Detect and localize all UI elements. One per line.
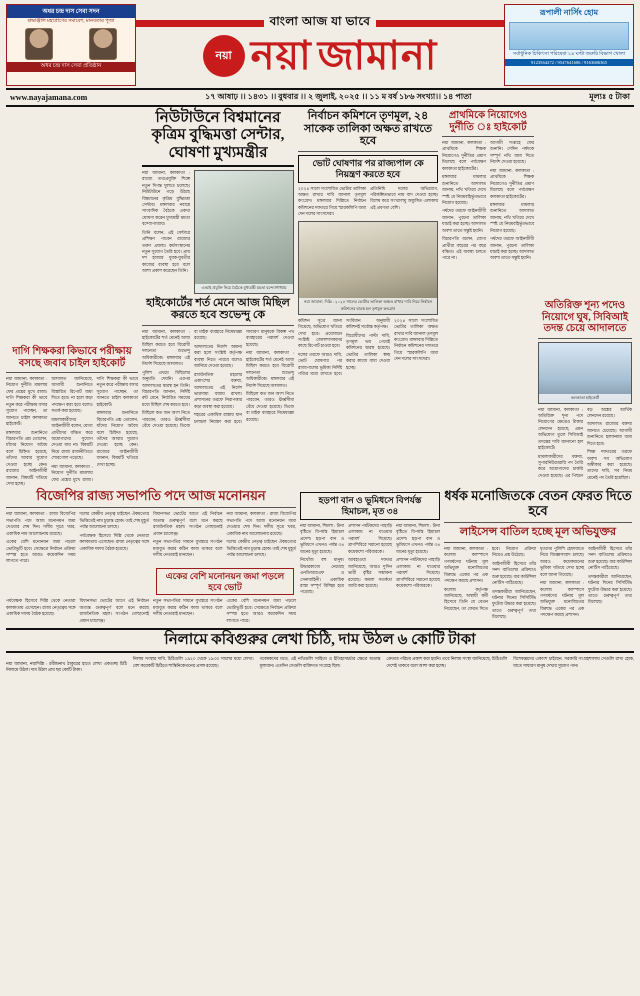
- column-3: [298, 110, 438, 487]
- paragraph: মিছিলে কত জন অংশ নিতে পারবেন, তারও ঊর্ধ্বসীমা বেঁধে দেওয়া হয়েছে। ডিজে বা মাইক ব্যবহারে নিষেধাজ্ঞা রয়েছে।: [142, 329, 242, 429]
- tagline-rule-left: [136, 20, 264, 27]
- ad-left-portraits: [7, 26, 135, 62]
- paper-title-red: নয়া: [250, 33, 312, 78]
- paragraph: মিছিলে কত জন অংশ নিতে পারবেন, তারও ঊর্ধ্বসীমা বেঁধে দেওয়া হয়েছে। ডিজে বা মাইক ব্যবহারে নিষেধাজ্ঞা রয়েছে।: [246, 390, 294, 422]
- col4-headline[interactable]: প্রাথমিকে নিয়োগেও দুর্নীতি ঃ হাইকোর্ট: [448, 110, 528, 133]
- paragraph: ২০২৪ সালে সংশোধিত ভোটার তালিকা অক্ষত রাখার দাবি জানাল তৃণমূল কংগ্রেস। মঙ্গলবার দিল্লিতে নির্বাচন কমিশনের দফতরে গিয়ে স্মারকলিপি জমা দেন দলের সাংসদেরা।: [298, 185, 366, 217]
- issue-date-line: ১৭ আষাঢ় ।। ১৪৩১ ।। বুধবার ।। ২ জুলাই, ২০২৫ ।। ১১ ম বর্ষ ১৮৬ সংখ্যা।। ১৪ পাতা: [205, 92, 472, 101]
- masthead: [0, 0, 640, 86]
- ad-left-subtitle: শ্রদ্ধাঞ্জলি মহাপ্রাণের সমাবেশ, মানবতার পূজা: [27, 19, 115, 24]
- divider: [142, 165, 294, 167]
- paragraph: আদালতের নির্দেশ অমান্য করা হলে সংশ্লিষ্ট কর্তৃপক্ষ ব্যবস্থা নিতে পারবে বলেও জানিয়ে দেওয়া হয়েছে।: [194, 343, 242, 369]
- himalaya-headline[interactable]: হড়পা বান ও ভূমিধসে বিপর্যস্ত হিমাচল, মৃত ৩৪: [300, 492, 440, 520]
- divider: [6, 507, 296, 508]
- logo-row: [203, 35, 438, 77]
- ad-right-phone: 9123564272 / 9547641606 / 9163686365: [505, 59, 633, 66]
- col3-headline[interactable]: নির্বাচন কমিশনে তৃণমূল, ২৪ সাকেক তালিকা অক্ষত রাখতে হবে: [303, 110, 433, 148]
- advertisement-left[interactable]: [6, 4, 136, 86]
- paper-emblem-icon: নয়া: [203, 35, 245, 77]
- col3-box-headline[interactable]: ভোট ঘোষণার পর রাজ্যপাল কে নিয়ন্ত্রণ করতে হবে: [298, 155, 438, 183]
- paragraph: শিক্ষা দফতরের তরফে অবশ্য সব অভিযোগ অস্বীকার করা হয়েছে। তাদের দাবি, সব নিয়ম মেনেই পদ তৈরি হয়েছিল।: [587, 449, 632, 480]
- paragraph: নতুন সভাপতির সামনে বুথস্তরে সংগঠন মজবুত করার কঠিন কাজ থাকবে বলে দলীয় নেতারাই মানছেন।: [153, 598, 223, 617]
- divider: [444, 542, 632, 543]
- bjp-body: [6, 511, 296, 565]
- paragraph: আইনজীবী হিসেবে তাঁর সনদ বাতিলের প্রক্রিয়াও শুরু হয়েছে। বার কাউন্সিল নোটিস পাঠিয়েছে।: [492, 560, 537, 586]
- paragraph: মঙ্গলবার মামলার শুনানিতে আদালত জানায়, নথি খতিয়ে দেখে স্পষ্ট যে নিয়মবহির্ভূতভাবে নিয়োগ হয়েছে।: [442, 174, 486, 205]
- website-url[interactable]: www.nayajamana.com: [10, 93, 88, 102]
- paragraph: বিধানসভা ভোটের আগে এই নির্বাচন অত্যন্ত গুরুত্বপূর্ণ বলে মনে করছে রাজনৈতিক মহল। সংগঠন গোছানোই প্রধান চ্যালেঞ্জ।: [79, 598, 149, 623]
- divider: [142, 325, 294, 326]
- paragraph: বিশেষজ্ঞদের একাংশ চাইছেন, সরকারি সংগ্রহশালায় সেগুলি রাখা হোক, যাতে সাধারণ মানুষ দেখার সুযোগ পান।: [513, 656, 634, 668]
- col1-headline-line[interactable]: দাগি শিক্ষকরা কিভাবে পরীক্ষায় বসছে জবাব চাইল হাইকোর্ট: [12, 346, 132, 369]
- paragraph: নয়া জামানা, কলকাতা : অতিরিক্ত শূন্য পদে নিয়োগের ক্ষেত্রেও টাকার লেনদেন হয়েছে, এমন অভিযোগ তুলে সিবিআই তদন্তের দাবি জানানো হল হাইকোর্টে।: [538, 406, 583, 451]
- paragraph: পুলিশ প্রথমে মিছিলের অনুমতি দেয়নি। এরপর আদালতের দ্বারস্থ হন তিনি। বিচারপতি জানান, নির্দিষ্ট রুট মেনে, নির্ধারিত সময়ের মধ্যে মিছিল শেষ করতে হবে।: [142, 369, 190, 407]
- paragraph: নয়া জামানা, শিমলা : টানা বৃষ্টিতে বিপর্যস্ত হিমাচল প্রদেশ। হড়পা বান ও ভূমিধসে এখনও পর্যন্ত ৩৪ জনের মৃত্যু হয়েছে।: [300, 523, 344, 554]
- paragraph: নয়া জামানা, কলকাতা : রাজ্য বিজেপির সভাপতি পদে আজ মনোনয়ন জমা দেওয়ার শেষ দিন। দলীয় সূত্রে খবর, একাধিক নাম আলোচনায় রয়েছে।: [226, 511, 296, 536]
- paragraph: আদালত জানিয়েছে, আগামী শুনানিতে বিস্তারিত রিপোর্ট জমা দিতে হবে। না হলে কড়া পদক্ষেপ করা হবে বলেও সতর্ক করা হয়েছে।: [51, 376, 93, 414]
- advertisement-right[interactable]: [504, 4, 634, 86]
- paragraph: নয়া জামানা, কলকাতা : প্রাথমিকে শিক্ষক নিয়োগেও দুর্নীতির প্রমাণ মিলেছে বলে পর্যবেক্ষণ কলকাতা হাইকোর্টের।: [442, 140, 486, 171]
- ad-right-image: [509, 22, 629, 50]
- lead-photo: [194, 170, 294, 294]
- bottom-headline[interactable]: নিলামে কবিগুরুর লেখা চিঠি, দাম উঠল ৬ কোটি টাকা: [164, 632, 476, 649]
- col5-photo: [538, 342, 632, 404]
- paragraph: প্রশাসন পর্যটকদের পাহাড়ি এলাকায় না যাওয়ার পরামর্শ দিয়েছে। ত্রাণশিবিরে সরানো হয়েছে কয়েকশো পরিবারকে।: [396, 557, 440, 588]
- paragraph: নয়া জামানা, কলকাতা : হাইকোর্টের শর্ত মেনেই আজ মিছিল করতে হবে বিরোধী দলনেতা শুভেন্দু অধিকারীকে। মঙ্গলবার এই নির্দেশ দিয়েছে আদালত।: [246, 350, 294, 388]
- paragraph: নয়া জামানা, কলকাতা : রাজ্যে তথ্যপ্রযুক্তি শিল্পে নতুন দিগন্ত খুলতে চলেছে। নিউটাউনে গড়ে উঠছে বিশ্বমানের কৃত্রিম বুদ্ধিমত্তা সেন্টার। মঙ্গলবার নবান্নে সাংবাদিক বৈঠকে একথা ঘোষণা করেন মুখ্যমন্ত্রী মমতা বন্দ্যোপাধ্যায়।: [142, 169, 190, 227]
- col3-body-top: [298, 186, 438, 218]
- col5-body: [538, 407, 632, 482]
- paragraph: শহরের একাধিক রাস্তায় যান চলাচল নিয়ন্ত্রণ করা হবে। সাধারণ মানুষকে বিকল্প পথ ব্যবহারের পরামর্শ দেওয়া হয়েছে।: [194, 329, 294, 424]
- ad-right-text: সর্বাধুনিক চিকিৎসা পরিষেবা ২৪ ঘণ্টা জরুরি বিভাগ খোলা: [512, 52, 626, 57]
- paragraph: বিরোধীদের পাল্টা দাবি, তৃণমূল ভয় পেয়েই কমিশনের দ্বারস্থ হয়েছে। ভোটার তালিকা স্বচ্ছ করার কাজে বাধা দেওয়া হচ্ছে।: [346, 332, 390, 370]
- rape-headline[interactable]: ধর্ষক মনোজিতকে বেতন ফেরত দিতে হবে: [444, 488, 632, 519]
- paragraph: দলের কেন্দ্রীয় নেতৃত্ব চাইছেন ঐকমত্যের ভিত্তিতেই নাম চূড়ান্ত হোক। তাই শেষ মুহূর্ত পর্যন্ত আলোচনা চলছে।: [226, 539, 296, 557]
- paragraph: রাজনৈতিক মহলের একাংশের বক্তব্য, আদালতের এই নির্দেশ ভারসাম্য বজায় রাখল। প্রশাসনের তরফে নিরাপত্তার কড়া ব্যবস্থা করা হয়েছে।: [194, 371, 242, 409]
- paragraph: পর্যবেক্ষক হিসেবে দিল্লি থেকে নেতারা কলকাতায় এসেছেন। রাজ্য নেতৃত্বের সঙ্গে একাধিক দফায় বৈঠক হয়েছে।: [79, 532, 149, 551]
- paragraph: গবেষকদের মতে, এই নথিগুলি সাহিত্য ও ইতিহাসচর্চার ক্ষেত্রে অত্যন্ত মূল্যবান। এতদিন সেগুলি ব্যক্তিগত সংগ্রহে ছিল।: [259, 656, 381, 668]
- col1-body: [6, 376, 138, 487]
- divider: [442, 136, 534, 137]
- paragraph: নয়া জামানা, কলকাতা : প্রাথমিকে শিক্ষক নিয়োগেও দুর্নীতির প্রমাণ মিলেছে বলে পর্যবেক্ষণ কলকাতা হাইকোর্টের।: [490, 167, 534, 199]
- paragraph: মঙ্গলবার শুনানিতে বিচারপতি প্রশ্ন তোলেন, যাঁদের নিয়োগ অবৈধ বলে চিহ্নিত হয়েছে, তাঁদের আবার সুযোগ দেওয়া হচ্ছে কেন। রাজ্যের আইনজীবী জানান, বিষয়টি খতিয়ে দেখা হচ্ছে।: [6, 429, 48, 486]
- column-1: [6, 110, 138, 487]
- portrait-icon: [89, 28, 117, 60]
- paragraph: একের বেশি মনোনয়ন জমা পড়লে ভোটাভুটি হবে। সেক্ষেত্রে নির্বাচন প্রক্রিয়া সম্পন্ন হতে আরও কয়েকদিন সময় লাগতে পারে।: [226, 598, 296, 623]
- paragraph: নয়া জামানা, শিমলা : টানা বৃষ্টিতে বিপর্যস্ত হিমাচল প্রদেশ। হড়পা বান ও ভূমিধসে এখনও পর্যন্ত ৩৪ জনের মৃত্যু হয়েছে।: [396, 523, 440, 554]
- paragraph: কমিশন সূত্রে জানা গিয়েছে, অভিযোগ খতিয়ে দেখা হবে। প্রয়োজনে সংশ্লিষ্ট জেলাশাসকদের কাছে রিপোর্ট চাওয়া হবে।: [298, 317, 342, 349]
- paragraph: কলেজ কর্তৃপক্ষ জানিয়েছে, অস্থায়ী কর্মী হিসেবে তিনি যে বেতন নিয়েছেন, তা ফেরত দিতে হবে। নিয়োগ প্রক্রিয়া নিয়েও প্রশ্ন উঠেছে।: [444, 545, 536, 611]
- main-content: [0, 107, 640, 487]
- ad-left-footer: অধর চন্দ্র দাস সেবা প্রতিষ্ঠান: [7, 62, 135, 72]
- paragraph: তদন্তকারীরা জানিয়েছেন, ঘটনার দিনের সিসিটিভি ফুটেজ উদ্ধার করা হয়েছে। তাতে গুরুত্বপূর্ণ তথ্য মিলেছে।: [492, 588, 536, 620]
- lead-split: [142, 170, 294, 294]
- paragraph: একের বেশি মনোনয়ন জমা পড়লে ভোটাভুটি হবে। সেক্ষেত্রে নির্বাচন প্রক্রিয়া সম্পন্ন হতে আরও কয়েকদিন সময় লাগতে পারে।: [6, 539, 76, 564]
- lead-headline[interactable]: নিউটাউনে বিশ্বমানের কৃত্রিম বুদ্ধিমত্তা সেন্টার, ঘোষণা মুখ্যমন্ত্রীর: [151, 110, 285, 161]
- paragraph: মঙ্গলবার শুনানিতে বিচারপতি প্রশ্ন তোলেন, যাঁদের নিয়োগ অবৈধ বলে চিহ্নিত হয়েছে, তাঁদের আবার সুযোগ দেওয়া হচ্ছে কেন। রাজ্যের আইনজীবী জানান, বিষয়টি খতিয়ে দেখা হচ্ছে।: [96, 410, 138, 467]
- paragraph: নয়া জামানা, কলকাতা : কলেজ ক্যাম্পাসে গণধর্ষণের ঘটনায় মূল অভিযুক্ত মনোজিতের বিরুদ্ধে একের পর এক পদক্ষেপ করছে প্রশাসন।: [540, 580, 584, 618]
- paragraph: প্রতিনিধি দলের অভিযোগ, পরিকল্পিতভাবে নাম বাদ দেওয়া হচ্ছে। বিশেষ করে সংখ্যালঘু অধ্যুষিত এলাকায় এই প্রবণতা বেশি।: [370, 185, 438, 210]
- price-label: মূল্যঃ ৫ টাকা: [589, 92, 630, 101]
- lead-body-left: [142, 170, 190, 275]
- paragraph: নয়া জামানা, কলকাতা : রাজ্য বিজেপির সভাপতি পদে আজ মনোনয়ন জমা দেওয়ার শেষ দিন। দলীয় সূত্রে খবর, একাধিক নাম আলোচনায় রয়েছে।: [6, 511, 76, 536]
- paragraph: বিচারপতি বলেন, যোগ্য প্রার্থীরা বছরের পর বছর বঞ্চিত। এই অবস্থা চলতে পারে না।: [442, 236, 486, 261]
- date-bar: [6, 88, 634, 107]
- himalaya-body: [300, 523, 440, 596]
- paragraph: পর্ষদের তরফে আইনজীবী জানান, পুরনো তালিকা যাচাই করা হচ্ছে। আদালত অবশ্য তাতে সন্তুষ্ট হয়নি।: [442, 208, 486, 233]
- paper-title-black: জামানা: [317, 33, 438, 78]
- rape-case-story: [444, 489, 632, 624]
- portrait-icon: [25, 28, 53, 60]
- paragraph: পর্ষদের তরফে আইনজীবী জানান, পুরনো তালিকা যাচাই করা হচ্ছে। আদালত অবশ্য তাতে সন্তুষ্ট হয়নি।: [490, 236, 534, 261]
- lower-content: [0, 487, 640, 624]
- rape-subhead[interactable]: লাইসেন্স বাতিল হচ্ছে মূল অভিযুক্তর: [459, 526, 617, 539]
- divider: [298, 151, 438, 152]
- paragraph: মঙ্গলবার মামলার শুনানিতে আদালত জানায়, নথি খতিয়ে দেখে স্পষ্ট যে নিয়মবহির্ভূতভাবে নিয়োগ হয়েছে।: [490, 201, 534, 233]
- paragraph: মামলাকারীদের বক্তব্য, সুপারনিউমেরারি পদ তৈরি করে অযোগ্যদের চাকরি দেওয়া হয়েছে। এর পিছনে বড় অঙ্কের আর্থিক লেনদেন রয়েছে।: [538, 406, 632, 478]
- col3-photo-caption: নয়া জামানা, দিল্লি : ২০২৪ সালের ভোটার তালিকা অক্ষত রাখার দাবি নিয়ে নির্বাচন কমিশনের দ্বারস্থ হল তৃণমূল কংগ্রেস: [299, 298, 437, 314]
- ad-left-title: অধর চন্দ্র দাস সেবা সদন: [7, 5, 135, 18]
- divider: [6, 372, 138, 373]
- column-2-lead: [142, 110, 294, 487]
- bjp-story: [6, 489, 296, 624]
- col5-headline[interactable]: অতিরিক্ত শূন্য পদেও নিয়োগে ঘুষ, সিবিআই তদন্ত চেয়ে আদালতে: [541, 300, 629, 334]
- paragraph: নয়া জামানা, কলকাতা : নিয়োগ দুর্নীতি মামলায় ফের প্রশ্নের মুখে রাজ্য। দাগি শিক্ষকরা কী ভাবে নতুন করে পরীক্ষায় বসার সুযোগ পাচ্ছেন, তা জানতে চাইল কলকাতা হাইকোর্ট।: [51, 376, 138, 482]
- paragraph: বিধানসভা ভোটের আগে এই নির্বাচন অত্যন্ত গুরুত্বপূর্ণ বলে মনে করছে রাজনৈতিক মহল। সংগঠন গোছানোই প্রধান চ্যালেঞ্জ।: [153, 511, 223, 536]
- tagline-row: [136, 13, 504, 33]
- paragraph: পর্যবেক্ষক হিসেবে দিল্লি থেকে নেতারা কলকাতায় এসেছেন। রাজ্য নেতৃত্বের সঙ্গে একাধিক দফায় বৈঠক হয়েছে।: [6, 598, 76, 617]
- ad-right-title: রূপালী নার্সিং হোম: [539, 8, 599, 17]
- col2-body: [142, 329, 294, 430]
- tagline-rule-right: [376, 20, 504, 27]
- paragraph: আইনজীবী হিসেবে তাঁর সনদ বাতিলের প্রক্রিয়াও শুরু হয়েছে। বার কাউন্সিল নোটিস পাঠিয়েছে।: [588, 545, 633, 571]
- col3-body-bottom: [298, 318, 438, 378]
- paragraph: দলের তরফে আরও দাবি, ভোট ঘোষণার পর রাজ্যপালের ভূমিকা নির্দিষ্ট গণ্ডির মধ্যে রাখতে হবে। সংবিধান অনুযায়ী কমিশনই সর্বোচ্চ কর্তৃপক্ষ।: [298, 317, 390, 377]
- col5-photo-caption: কলকাতা হাইকোর্ট: [539, 394, 631, 403]
- paragraph: আবহাওয়া দফতর জানিয়েছে, আরও দু'দিন ভারী বৃষ্টির সম্ভাবনা রয়েছে। কমলা সতর্কতা জারি করা হয়েছে।: [348, 557, 392, 588]
- paragraph: নতুন সভাপতির সামনে বুথস্তরে সংগঠন মজবুত করার কঠিন কাজ থাকবে বলে দলীয় নেতারাই মানছেন।: [153, 539, 223, 557]
- paragraph: মামলাকারীদের আইনজীবী বলেন, যোগ্য প্রার্থীদের বঞ্চিত করে অযোগ্যদের সুযোগ দেওয়া যায় না। বিষয়টি নিয়ে রাজ্য রাজনীতিতে শোরগোল পড়েছে।: [51, 416, 93, 461]
- paragraph: ধৃতদের পুলিশি হেফাজতে নিয়ে জিজ্ঞাসাবাদ চলছে। আরও কয়েকজনের ভূমিকা খতিয়ে দেখা হচ্ছে বলে জানা গিয়েছে।: [540, 545, 584, 577]
- bjp-body-2: [6, 598, 296, 624]
- paragraph: নয়া জামানা, নয়াদিল্লি : রবীন্দ্রনাথ ঠাকুরের হাতে লেখা একগুচ্ছ চিঠি নিলামে উঠল। দাম উঠল প্রায় ছয় কোটি টাকা।: [6, 660, 127, 673]
- paragraph: তদন্তকারীরা জানিয়েছেন, ঘটনার দিনের সিসিটিভি ফুটেজ উদ্ধার করা হয়েছে। তাতে গুরুত্বপূর্ণ তথ্য মিলেছে।: [588, 573, 632, 605]
- col3-photo: [298, 221, 438, 315]
- bottom-body: [0, 653, 640, 677]
- divider: [538, 338, 632, 339]
- paragraph: ২০২৪ সালে সংশোধিত ভোটার তালিকা অক্ষত রাখার দাবি জানাল তৃণমূল কংগ্রেস। মঙ্গলবার দিল্লিতে নির্বাচন কমিশনের দফতরে গিয়ে স্মারকলিপি জমা দেন দলের সাংসদেরা।: [394, 317, 438, 362]
- divider: [444, 522, 632, 523]
- tagline-text: বাংলা আজ যা ভাবে: [269, 14, 371, 28]
- paragraph: নিলাম সংস্থার দাবি, চিঠিগুলি ১৯২০ থেকে ১৯৩০ সালের মধ্যে লেখা। বেশ কয়েকটি চিঠিতে শান্তিনিকেতনের প্রসঙ্গ রয়েছে।: [132, 656, 254, 668]
- paragraph: তিনি বলেন, এই সেন্টারে প্রশিক্ষণ পাবেন রাজ্যের তরুণ প্রজন্ম। কর্মসংস্থানের নতুন সুযোগ তৈরি হবে। প্রায় দশ হাজার যুবক-যুবতীর কাজের ব্যবস্থা হবে বলে আশা প্রকাশ করেছেন তিনি।: [142, 229, 190, 274]
- col2-sub-headline[interactable]: হাইকোর্টের শর্ত মেনে আজ মিছিল করতে হবে শুভেন্দু কে: [146, 296, 290, 322]
- paragraph: নয়া জামানা, কলকাতা : হাইকোর্টের শর্ত মেনেই আজ মিছিল করতে হবে বিরোধী দলনেতা শুভেন্দু অধিকারীকে। মঙ্গলবার এই নির্দেশ দিয়েছে আদালত।: [142, 329, 190, 367]
- bjp-box-headline[interactable]: একের বেশি মনোনয়ন জমা পড়লে হবে ভোট: [156, 568, 294, 596]
- col4-body: [442, 140, 534, 264]
- paragraph: ক্রেতার পরিচয় প্রকাশ করা হয়নি। তবে নিলাম সংস্থা জানিয়েছে, চিঠিগুলি দেশেই থাকবে বলে আশা করা হচ্ছে।: [386, 656, 508, 668]
- rape-body: [444, 546, 632, 621]
- bjp-headline[interactable]: বিজেপির রাজ্য সভাপতি পদে আজ মনোনয়ন: [36, 488, 266, 504]
- paragraph: নয়া জামানা, কলকাতা : নিয়োগ দুর্নীতি মামলায় ফের প্রশ্নের মুখে রাজ্য। দাগি শিক্ষকরা কী ভাবে নতুন করে পরীক্ষায় বসার সুযোগ পাচ্ছেন, তা জানতে চাইল কলকাতা হাইকোর্ট।: [6, 376, 48, 427]
- bottom-story: [6, 628, 634, 653]
- paragraph: নয়া জামানা, কলকাতা : কলেজ ক্যাম্পাসে গণধর্ষণের ঘটনায় মূল অভিযুক্ত মনোজিতের বিরুদ্ধে একের পর এক পদক্ষেপ করছে প্রশাসন।: [444, 545, 488, 584]
- paragraph: আগামী সপ্তাহে ফের শুনানি। সেদিন পর্ষদকে সম্পূর্ণ নথি জমা দিতে নির্দেশ দেওয়া হয়েছে।: [490, 140, 534, 165]
- column-4: [442, 110, 534, 487]
- lead-photo-caption: এআই প্রযুক্তি নিয়ে বৈঠকে মুখ্যমন্ত্রী মমতা বন্দ্যোপাধ্যায়: [195, 284, 293, 293]
- paragraph: আদালত রাজ্যের বক্তব্য জানতে চেয়েছে। আগামী শুনানিতে হলফনামা জমা দিতে হবে।: [587, 421, 632, 446]
- column-5: [538, 110, 632, 487]
- paragraph: দলের কেন্দ্রীয় নেতৃত্ব চাইছেন ঐকমত্যের ভিত্তিতেই নাম চূড়ান্ত হোক। তাই শেষ মুহূর্ত পর্যন্ত আলোচনা চলছে।: [79, 511, 149, 530]
- nameplate: [136, 4, 504, 86]
- himalaya-story: [300, 489, 440, 624]
- paragraph: প্রশাসন পর্যটকদের পাহাড়ি এলাকায় না যাওয়ার পরামর্শ দিয়েছে। ত্রাণশিবিরে সরানো হয়েছে কয়েকশো পরিবারকে।: [348, 523, 392, 554]
- paragraph: নিখোঁজ বহু মানুষ। উদ্ধারকাজে নেমেছে এনডিআরএফ ও সেনাবাহিনী। একাধিক রাস্তা সম্পূর্ণ বিচ্ছিন্ন হয়ে পড়েছে।: [300, 557, 344, 595]
